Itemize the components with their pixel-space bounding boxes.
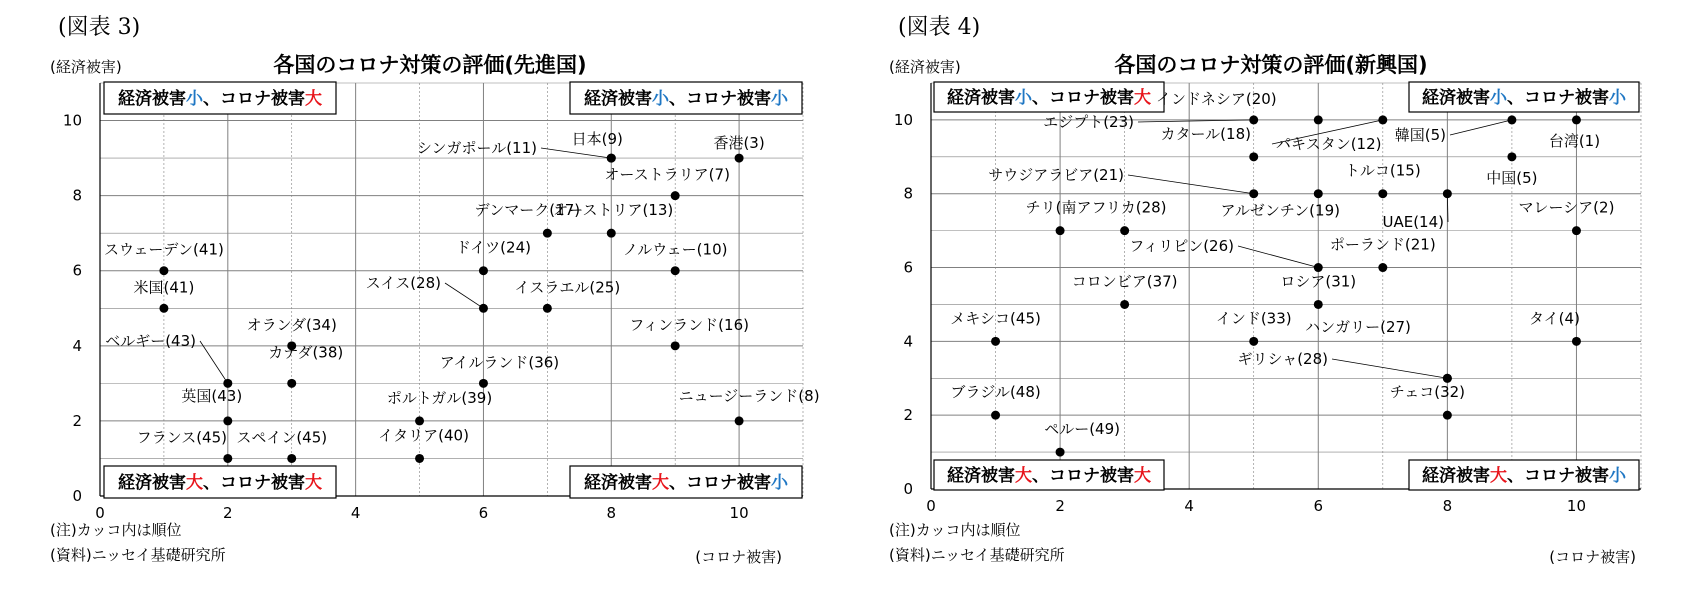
leader-line <box>1238 246 1318 268</box>
quadrant-text-part: 小 <box>1015 88 1032 108</box>
point-label: ドイツ(24) <box>455 238 531 257</box>
point-label: ロシア(31) <box>1280 272 1357 291</box>
x-tick-label: 8 <box>1442 497 1453 515</box>
point-label: シンガポール(11) <box>416 139 537 157</box>
x-axis-label: (コロナ被害) <box>1549 548 1636 566</box>
x-tick-label: 8 <box>606 504 617 522</box>
y-tick-label: 0 <box>903 480 913 498</box>
data-point <box>1056 448 1065 457</box>
point-label: サウジアラビア(21) <box>988 166 1124 184</box>
point-label: ポーランド(21) <box>1329 235 1436 254</box>
y-tick-label: 8 <box>72 186 82 205</box>
leader-line <box>1332 359 1447 378</box>
data-point <box>223 454 232 463</box>
quadrant-text-part: 経済被害 <box>947 466 1015 486</box>
quadrant-label-bottom-left <box>934 460 1164 490</box>
quadrant-text <box>584 472 789 493</box>
x-tick-label: 4 <box>1184 497 1194 515</box>
point-label: タイ(4) <box>1528 309 1580 328</box>
note-text: (注)カッコ内は順位 <box>889 521 1021 539</box>
quadrant-label-top-left <box>934 82 1164 112</box>
point-label: 米国(41) <box>133 278 195 297</box>
point-label: 英国(43) <box>181 386 243 405</box>
point-label: ブラジル(48) <box>950 383 1041 402</box>
data-point <box>415 416 424 425</box>
point-label: アルゼンチン(19) <box>1220 201 1340 220</box>
data-point <box>607 229 616 238</box>
quadrant-text <box>584 88 789 109</box>
leader-line <box>1450 120 1512 135</box>
quadrant-text-part: 小 <box>1609 466 1626 486</box>
chart-panel-emerging <box>846 0 1692 592</box>
x-tick-label: 2 <box>223 504 233 522</box>
leader-line <box>1128 175 1254 194</box>
data-point <box>287 454 296 463</box>
point-label: カナダ(38) <box>268 343 344 362</box>
data-point <box>479 379 488 388</box>
quadrant-text-part: 経済被害 <box>584 89 652 109</box>
quadrant-text <box>947 87 1151 108</box>
data-point <box>1378 189 1387 198</box>
y-tick-label: 0 <box>72 487 82 505</box>
data-point <box>159 304 168 313</box>
quadrant-label-bottom-right <box>570 466 802 498</box>
quadrant-text-part: 大 <box>186 473 203 493</box>
quadrant-text-part: 、コロナ被害 <box>203 89 305 109</box>
data-point <box>671 191 680 200</box>
x-tick-label: 0 <box>95 504 105 522</box>
chart-title: 各国のコロナ対策の評価(先進国) <box>273 53 587 77</box>
source-text: (資料)ニッセイ基礎研究所 <box>50 546 226 564</box>
quadrant-text-part: 大 <box>1134 88 1151 108</box>
x-tick-label: 2 <box>1055 497 1065 515</box>
x-tick-label: 6 <box>1313 497 1324 515</box>
point-label: 韓国(5) <box>1394 126 1446 144</box>
quadrant-text-part: 経済被害 <box>118 473 186 493</box>
source-text: (資料)ニッセイ基礎研究所 <box>889 546 1065 564</box>
point-label: ハンガリー(27) <box>1305 318 1411 336</box>
quadrant-text-part: 小 <box>1490 88 1507 108</box>
data-point <box>1056 226 1065 235</box>
leader-line <box>541 148 611 158</box>
quadrant-text <box>1422 465 1627 486</box>
data-point <box>1443 374 1452 383</box>
quadrant-text-part: 小 <box>1609 88 1626 108</box>
data-point <box>671 266 680 275</box>
data-point <box>991 337 1000 346</box>
quadrant-text-part: 、コロナ被害 <box>203 473 305 493</box>
y-tick-label: 4 <box>72 336 82 355</box>
y-tick-label: 2 <box>903 406 913 425</box>
y-tick-label: 6 <box>72 261 82 280</box>
point-label: デンマーク(17) <box>474 201 581 220</box>
point-label: イタリア(40) <box>378 426 469 445</box>
quadrant-text-part: 大 <box>1015 466 1032 486</box>
data-point <box>671 341 680 350</box>
quadrant-label-bottom-right <box>1409 460 1639 490</box>
data-point <box>1120 300 1129 309</box>
point-label: パキスタン(12) <box>1276 135 1382 153</box>
point-label: フランス(45) <box>136 428 227 447</box>
point-label: UAE(14) <box>1382 213 1444 231</box>
data-point <box>1507 152 1516 161</box>
quadrant-text-part: 大 <box>1134 466 1151 486</box>
y-tick-label: 8 <box>903 184 913 203</box>
data-point <box>1314 189 1323 198</box>
point-label: オーストリア(13) <box>553 201 674 220</box>
data-point <box>1443 411 1452 420</box>
x-axis-label: (コロナ被害) <box>695 548 782 566</box>
chart-emerging-svg <box>846 0 1692 592</box>
quadrant-label-top-right <box>1409 82 1639 112</box>
quadrant-text-part: 小 <box>186 89 203 109</box>
data-point <box>1378 263 1387 272</box>
figure-label: (図表 4) <box>898 15 981 40</box>
data-point <box>1120 226 1129 235</box>
quadrant-text-part: 、コロナ被害 <box>1032 466 1134 486</box>
quadrant-text-part: 、コロナ被害 <box>669 89 771 109</box>
point-label: チリ(南アフリカ(28) <box>1025 198 1167 217</box>
quadrant-text-part: 、コロナ被害 <box>669 473 771 493</box>
y-tick-label: 2 <box>72 411 82 430</box>
quadrant-text-part: 経済被害 <box>118 89 186 109</box>
quadrant-text-part: 経済被害 <box>584 473 652 493</box>
quadrant-text-part: 、コロナ被害 <box>1507 88 1609 108</box>
point-label: スイス(28) <box>365 274 441 292</box>
data-point <box>543 304 552 313</box>
data-point <box>991 411 1000 420</box>
point-label: 台湾(1) <box>1548 131 1601 150</box>
point-label: 日本(9) <box>571 130 623 149</box>
point-label: コロンビア(37) <box>1071 272 1178 291</box>
data-point <box>223 416 232 425</box>
point-label: フィンランド(16) <box>629 315 749 334</box>
point-label: ニュージーランド(8) <box>678 386 820 405</box>
data-point <box>287 379 296 388</box>
y-axis-label: (経済被害) <box>50 58 122 76</box>
quadrant-text-part: 大 <box>1490 466 1507 486</box>
data-point <box>1572 226 1581 235</box>
data-point <box>1443 189 1452 198</box>
figure-label: (図表 3) <box>58 15 141 40</box>
quadrant-text-part: 経済被害 <box>947 88 1015 108</box>
point-label: チェコ(32) <box>1389 383 1466 402</box>
quadrant-text-part: 小 <box>771 89 788 109</box>
data-point <box>479 304 488 313</box>
data-point <box>1249 189 1258 198</box>
point-label: スペイン(45) <box>236 428 328 447</box>
point-label: インド(33) <box>1215 309 1292 328</box>
data-point <box>1249 115 1258 124</box>
y-tick-label: 6 <box>903 258 913 277</box>
point-label: ノルウェー(10) <box>622 240 728 259</box>
x-tick-label: 4 <box>350 504 361 522</box>
quadrant-text <box>118 472 322 493</box>
quadrant-text-part: 経済被害 <box>1422 88 1490 108</box>
data-point <box>1314 263 1323 272</box>
quadrant-text <box>1422 87 1627 108</box>
point-label: フィリピン(26) <box>1129 237 1234 255</box>
data-point <box>735 416 744 425</box>
quadrant-text-part: 大 <box>652 473 669 493</box>
y-tick-label: 4 <box>903 332 913 351</box>
y-tick-label: 10 <box>893 110 913 129</box>
point-label: メキシコ(45) <box>950 309 1041 328</box>
data-point <box>1572 337 1581 346</box>
point-label: 中国(5) <box>1486 168 1538 187</box>
point-label: アイルランド(36) <box>439 353 560 372</box>
quadrant-text-part: 経済被害 <box>1422 466 1490 486</box>
quadrant-text-part: 、コロナ被害 <box>1507 466 1609 486</box>
point-label: トルコ(15) <box>1344 161 1421 180</box>
quadrant-text <box>118 88 322 109</box>
quadrant-text-part: 小 <box>652 89 669 109</box>
quadrant-text-part: 、コロナ被害 <box>1032 88 1134 108</box>
leader-line <box>445 283 483 308</box>
point-label: イスラエル(25) <box>514 278 621 297</box>
data-point <box>1314 300 1323 309</box>
data-point <box>735 154 744 163</box>
data-point <box>607 154 616 163</box>
quadrant-label-top-left <box>104 82 336 114</box>
point-label: ポルトガル(39) <box>386 388 493 407</box>
y-tick-label: 10 <box>62 111 82 130</box>
quadrant-text-part: 大 <box>305 473 322 493</box>
point-label: エジプト(23) <box>1043 113 1134 131</box>
quadrant-label-top-right <box>570 82 802 114</box>
data-point <box>479 266 488 275</box>
point-label: ベルギー(43) <box>105 332 196 350</box>
point-label: ギリシャ(28) <box>1237 350 1328 368</box>
quadrant-text <box>947 465 1151 486</box>
point-label: オランダ(34) <box>246 315 337 334</box>
point-label: スウェーデン(41) <box>103 240 224 259</box>
quadrant-label-bottom-left <box>104 466 336 498</box>
data-point <box>1507 115 1516 124</box>
chart-title: 各国のコロナ対策の評価(新興国) <box>1114 53 1428 77</box>
point-label: オーストラリア(7) <box>604 165 730 184</box>
point-label: 香港(3) <box>713 134 765 153</box>
data-point <box>415 454 424 463</box>
data-point <box>1249 152 1258 161</box>
data-point <box>1572 115 1581 124</box>
data-point <box>1249 337 1258 346</box>
leader-line <box>200 341 228 383</box>
x-tick-label: 10 <box>729 504 749 522</box>
x-tick-label: 6 <box>478 504 489 522</box>
data-point <box>1378 115 1387 124</box>
data-point <box>159 266 168 275</box>
y-axis-label: (経済被害) <box>889 58 961 76</box>
point-label: インドネシア(20) <box>1156 90 1277 108</box>
point-label: カタール(18) <box>1160 124 1251 143</box>
data-point <box>1314 115 1323 124</box>
x-tick-label: 10 <box>1566 497 1587 515</box>
x-tick-label: 0 <box>926 497 936 515</box>
quadrant-text-part: 大 <box>305 89 322 109</box>
point-label: マレーシア(2) <box>1518 198 1615 217</box>
point-label: ペルー(49) <box>1044 420 1120 439</box>
note-text: (注)カッコ内は順位 <box>50 521 182 539</box>
quadrant-text-part: 小 <box>771 473 788 493</box>
data-point <box>543 229 552 238</box>
